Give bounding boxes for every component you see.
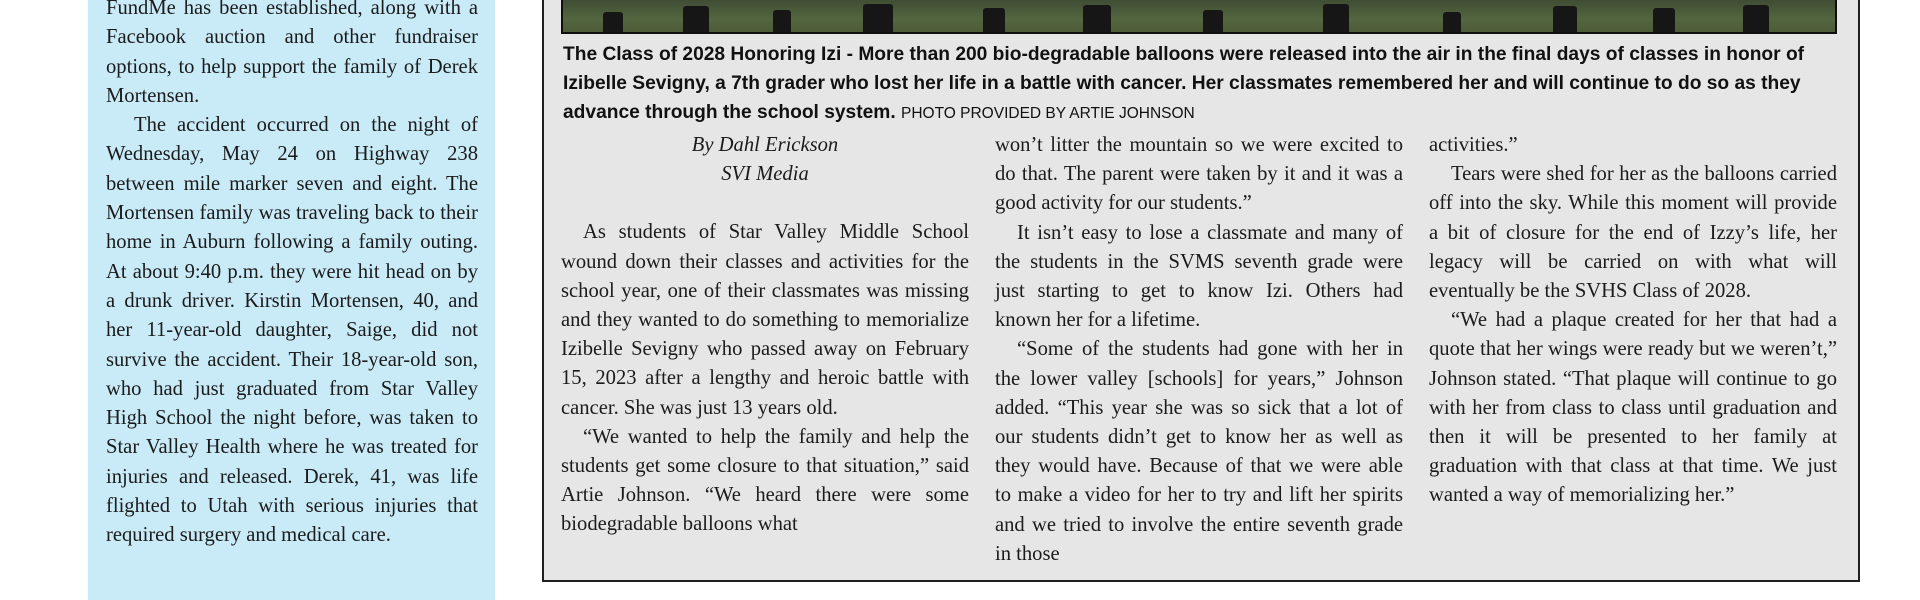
- paragraph: activities.”: [1429, 134, 1518, 156]
- paragraph: “We had a plaque created for her that had a quote that her wings were ready but we weren’t,” Johnson stated. “That plaque will continue to go with her from class to class until graduation and then it will be presented to her family at graduation with that class at that time. We just wanted a way of memorializing her.”: [1429, 309, 1837, 507]
- article-column-2: [995, 131, 1403, 569]
- sidebar-article-column: [88, 0, 495, 600]
- feature-article-box: [542, 0, 1860, 582]
- paragraph: As students of Star Valley Middle School wound down their classes and activities for the school year, one of their classmates was missing and they wanted to do something to memorialize Izibelle Sevigny who passed away on February 15, 2023 after a lengthy and heroic battle with cancer. She was just 13 years old.: [561, 221, 969, 419]
- article-column-1: [561, 131, 969, 540]
- paragraph: “We wanted to help the family and help the students get some closure to that situation,” said Artie Johnson. “We heard there were some biodegradable balloons what: [561, 425, 969, 536]
- article-column-3: [1429, 131, 1837, 511]
- article-photo: [561, 0, 1837, 34]
- paragraph: Tears were shed for her as the balloons carried off into the sky. While this moment will provide a bit of closure for the end of Izzy’s life, her legacy will be carried on with what will eventually be the SVHS Class of 2028.: [1429, 163, 1837, 303]
- paragraph: FundMe has been established, along with a Facebook auction and other fundraiser options, to help support the family of Derek Mortensen.: [106, 0, 478, 107]
- paragraph: The accident occurred on the night of Wednesday, May 24 on Highway 238 between mile marker seven and eight. The Mortensen family was traveling back to their home in Auburn following a family outing. At about 9:40 p.m. they were hit head on by a drunk driver. Kirstin Mortensen, 40, and her 11-year-old daughter, Saige, did not survive the accident. Their 18-year-old son, who had just graduated from Star Valley High School the night before, was taken to Star Valley Health where he was treated for injuries and released. Derek, 41, was life flighted to Utah with serious injuries that required surgery and medical care.: [106, 114, 478, 547]
- byline-org: SVI Media: [721, 163, 809, 186]
- paragraph: “Some of the students had gone with her in the lower valley [schools] for years,” Johnson added. “This year she was so sick that a lot of our students didn’t get to know her as well as they would have. Because of that we were able to make a video for her to try and lift her spirits and we tried to involve the entire seventh grade in those: [995, 338, 1403, 565]
- sidebar-article-text: [106, 0, 478, 551]
- photo-caption: [563, 40, 1839, 128]
- paragraph: It isn’t easy to lose a classmate and many of the students in the SVMS seventh grade were just starting to get to know Izi. Others had known her for a lifetime.: [995, 221, 1403, 332]
- paragraph: won’t litter the mountain so we were excited to do that. The parent were taken by it and it was a good activity for our students.”: [995, 134, 1403, 215]
- photo-credit: PHOTO PROVIDED BY ARTIE JOHNSON: [901, 105, 1195, 122]
- caption-text: The Class of 2028 Honoring Izi - More than 200 bio-degradable balloons were released into the air in the final days of classes in honor of Izibelle Sevigny, a 7th grader who lost her life in a battle with cancer. Her classmates remembered her and will continue to do so as they advance through the school system.: [563, 44, 1805, 123]
- byline-author: By Dahl Erickson: [691, 134, 839, 156]
